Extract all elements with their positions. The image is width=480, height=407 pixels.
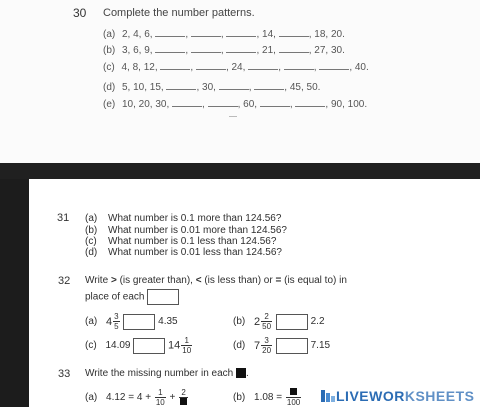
pattern-text: , — [248, 82, 255, 93]
numerator: 3 — [114, 312, 119, 321]
mixed-number-whole: 14 — [168, 339, 181, 352]
plus-sign: + — [169, 392, 176, 404]
item-label: (c) — [85, 340, 97, 352]
item-label: (b) — [233, 316, 246, 328]
missing-number-square-icon — [236, 368, 246, 378]
q33-item-b — [233, 388, 302, 407]
answer-blank[interactable] — [260, 97, 290, 107]
denominator: 10 — [182, 346, 192, 355]
equals-symbol: = — [275, 275, 282, 286]
worksheet-page-bottom — [29, 179, 480, 407]
denominator: 5 — [114, 322, 119, 331]
question-text: What number is 0.1 more than 124.56? — [108, 213, 282, 224]
numerator: 3 — [261, 336, 272, 346]
answer-blank[interactable] — [319, 60, 349, 70]
fraction — [261, 312, 272, 331]
compare-answer-box[interactable] — [133, 338, 165, 354]
page-divider — [0, 163, 480, 179]
instruction-text: Write the missing number in each — [85, 368, 234, 379]
denominator: 20 — [262, 346, 272, 355]
item-label: (a) — [103, 29, 118, 40]
question-number: 33 — [58, 368, 71, 380]
answer-blank[interactable] — [196, 60, 226, 70]
pattern-text: 2, 4, 6, — [122, 29, 156, 40]
pattern-text: , 18, 20. — [308, 29, 345, 40]
pattern-text: , — [220, 29, 227, 40]
compare-answer-box[interactable] — [123, 314, 155, 330]
answer-blank[interactable] — [160, 60, 190, 70]
question-item — [85, 236, 276, 247]
answer-blank[interactable] — [279, 27, 309, 37]
answer-blank[interactable] — [172, 97, 202, 107]
logo-text: LIVEWOR — [336, 388, 405, 404]
instruction-text: (is equal to) in — [284, 275, 347, 286]
instruction-text: Write — [85, 275, 109, 286]
pattern-text: , — [220, 45, 227, 56]
question-item — [85, 225, 287, 236]
greater-than-symbol: > — [110, 275, 117, 286]
answer-blank[interactable] — [208, 97, 238, 107]
fraction — [261, 336, 272, 355]
answer-blank[interactable] — [191, 43, 221, 53]
answer-blank[interactable] — [166, 80, 196, 90]
question-text: What number is 0.1 less than 124.56? — [108, 236, 277, 247]
q32-item-d — [233, 336, 330, 355]
pattern-text: 5, 10, 15, — [122, 82, 167, 93]
pattern-text: , — [185, 29, 191, 40]
answer-blank[interactable] — [226, 43, 256, 53]
item-label: (d) — [103, 82, 118, 93]
pattern-row — [103, 80, 320, 93]
answer-blank[interactable] — [279, 43, 309, 53]
pattern-row — [103, 43, 345, 56]
question-33-title: Write the missing number in each . — [85, 368, 249, 379]
numerator-blank[interactable] — [286, 388, 301, 398]
pattern-text: , — [289, 99, 296, 110]
worksheet-page-top — [0, 0, 480, 163]
item-label: (c) — [103, 62, 118, 73]
denominator: 10 — [155, 398, 165, 407]
answer-box-sample — [147, 289, 179, 305]
pattern-text: , 21, — [256, 45, 279, 56]
mixed-number-whole: 4 — [106, 315, 113, 328]
answer-blank[interactable] — [219, 80, 249, 90]
pattern-text: 10, 20, 30, — [122, 99, 173, 110]
question-number: 31 — [57, 212, 70, 224]
instruction-text: (is less than) or — [204, 275, 273, 286]
pattern-text: 4, 8, 12, — [121, 62, 161, 73]
instruction-text: place of each — [85, 291, 145, 303]
q32-item-c — [85, 336, 193, 355]
item-label: (a) — [85, 316, 98, 328]
logo-mark-icon — [321, 390, 335, 402]
item-label: (d) — [85, 247, 98, 258]
decorative-mark — [229, 116, 237, 117]
item-label: (a) — [85, 392, 98, 404]
item-label: (b) — [103, 45, 118, 56]
logo-text: KSHEETS — [404, 388, 475, 404]
question-item — [85, 213, 281, 224]
pattern-text: , — [185, 45, 191, 56]
compare-value: 4.35 — [158, 316, 178, 328]
pattern-row — [103, 97, 367, 110]
instruction-text: (is greater than), — [119, 275, 193, 286]
item-label: (a) — [85, 213, 98, 224]
q32-item-b — [233, 312, 325, 331]
answer-blank[interactable] — [226, 27, 256, 37]
pattern-text: , 60, — [237, 99, 260, 110]
pattern-text: , 45, 50. — [284, 82, 321, 93]
mixed-number-whole: 7 — [254, 339, 261, 352]
denominator-blank[interactable] — [179, 398, 188, 407]
item-label: (d) — [233, 340, 246, 352]
q33-item-a — [85, 388, 189, 407]
pattern-text: , 90, 100. — [325, 99, 368, 110]
answer-blank[interactable] — [191, 27, 221, 37]
fraction — [286, 388, 301, 407]
equation-text: 1.08 = — [254, 392, 283, 404]
answer-blank[interactable] — [248, 60, 278, 70]
item-label: (c) — [85, 236, 97, 247]
denominator: 50 — [262, 322, 272, 331]
less-than-symbol: < — [195, 275, 202, 286]
pattern-text: , 14, — [256, 29, 279, 40]
fraction — [155, 388, 166, 407]
question-32-instruction — [85, 275, 347, 286]
numerator: 1 — [155, 388, 166, 398]
fraction — [179, 388, 188, 407]
compare-answer-box[interactable] — [276, 314, 308, 330]
pattern-row — [103, 27, 345, 40]
answer-blank[interactable] — [295, 97, 325, 107]
equation-text: 4.12 = 4 + — [106, 392, 152, 404]
pattern-text: , — [278, 62, 284, 73]
liveworksheets-logo — [321, 388, 474, 404]
fraction — [181, 336, 192, 355]
fraction — [113, 312, 119, 331]
pattern-text: , 24, — [225, 62, 249, 73]
compare-value: 14.09 — [105, 340, 131, 352]
question-item — [85, 247, 282, 258]
compare-answer-box[interactable] — [276, 338, 308, 354]
page-margin — [0, 179, 29, 407]
item-label: (b) — [85, 225, 98, 236]
numerator: 2 — [179, 388, 188, 398]
numerator: 2 — [261, 312, 272, 322]
pattern-text: 3, 6, 9, — [122, 45, 156, 56]
question-number: 30 — [73, 6, 87, 20]
compare-value: 7.15 — [310, 340, 331, 352]
question-title: Complete the number patterns. — [103, 7, 255, 19]
q32-item-a — [85, 312, 178, 331]
pattern-text: , — [202, 99, 208, 110]
pattern-text: , — [313, 62, 320, 73]
question-32-instruction-line2 — [85, 289, 179, 305]
pattern-text: , 40. — [349, 62, 369, 73]
answer-blank[interactable] — [155, 27, 185, 37]
pattern-row — [103, 60, 369, 73]
compare-value: 2.2 — [310, 316, 325, 328]
pattern-text: , — [190, 62, 196, 73]
pattern-text: , 27, 30. — [308, 45, 345, 56]
item-label: (e) — [103, 99, 118, 110]
numerator: 1 — [181, 336, 192, 346]
denominator: 100 — [286, 398, 301, 407]
mixed-number-whole: 2 — [254, 315, 261, 328]
question-text: What number is 0.01 more than 124.56? — [108, 225, 287, 236]
question-number: 32 — [58, 275, 71, 287]
pattern-text: , 30, — [196, 82, 219, 93]
missing-number-square-icon — [180, 398, 187, 405]
answer-blank[interactable] — [284, 60, 314, 70]
answer-blank[interactable] — [254, 80, 284, 90]
item-label: (b) — [233, 392, 246, 404]
answer-blank[interactable] — [155, 43, 185, 53]
question-text: What number is 0.01 less than 124.56? — [108, 247, 282, 258]
missing-number-square-icon — [290, 388, 297, 395]
